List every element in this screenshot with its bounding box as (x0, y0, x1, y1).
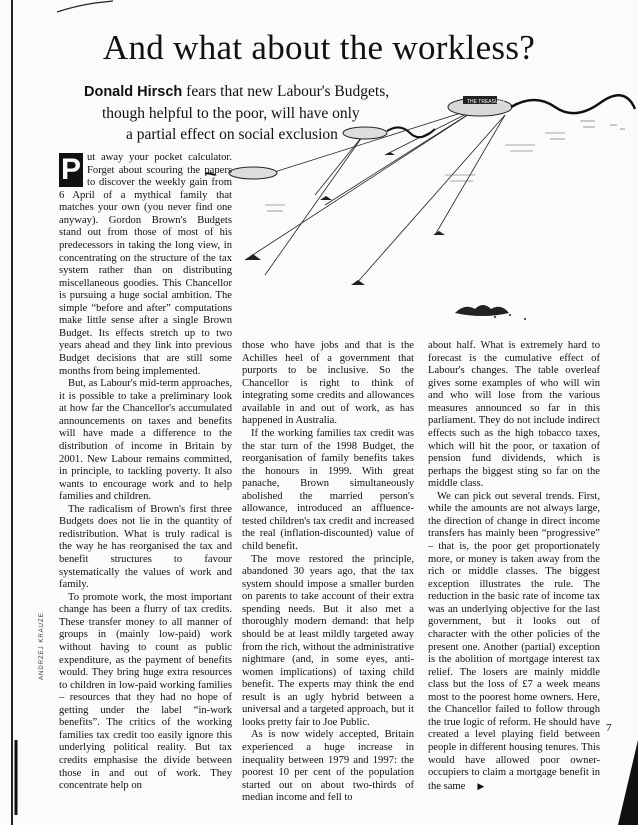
paragraph (428, 491, 600, 794)
drop-cap: P (60, 153, 81, 186)
article-column-3 (428, 340, 600, 793)
paragraph: The radicalism of Brown's first three Budgets does not lie in the quantity of redistribution. What is truly radical is the way he has reorganised the tax and benefit structures to favour systematically the values of work and family. (59, 503, 232, 591)
paragraph: But, as Labour's mid-term approaches, it is possible to take a preliminary look at how far the Chancellor's accumulated announcements on taxes and benefits will have made a difference to the distribution of income in Britain by 2001. New Labour remains committed, in principle, to tackling poverty. It also wants to encourage work and to help families and children. (59, 378, 232, 503)
page-number: 7 (606, 722, 612, 734)
author-name: Donald Hirsch (84, 84, 183, 100)
satellite-label: THE TREASURY (467, 99, 506, 105)
paragraph: about half. What is extremely hard to forecast is the cumulative effect of Labour's changes. The table overleaf gives some examples of who will win and who will lose from the various measures announced so far in this parliament. They do not include indirect effects such as the high tobacco taxes, which will hit the poor, or taxation of pension fund dividends, which is perhaps the biggest sting so far on the middle class. (428, 340, 600, 490)
paragraph: those who have jobs and that is the Achilles heel of a government that purports to be inclusive. So the Chancellor is right to think of integrating some credits and allowances available in and out of work, as has happened in Australia. (242, 340, 414, 427)
horizon-hatching (265, 121, 625, 211)
corner-mark (610, 740, 638, 825)
article-column-1 (59, 152, 232, 793)
satellite-left (343, 127, 435, 139)
headline: And what about the workless? (102, 28, 536, 67)
continue-arrow-icon: ▶ (477, 780, 485, 791)
standfirst-line-3: a partial effect on social exclusion (126, 126, 338, 143)
paragraph: ut away your pocket calculator. Forget about scouring the papers to discover the weekly gain from 6 April of a mythical family that matches your own (you never find one anyway). Gordon Brown's Budgets stand out from those of most of his predecessors in taking the long view, in concentrating on the structure of the tax system rather than on distributing miscellaneous goodies. This Chancellor is pursuing a huge social ambition. The simple “before and after” computations make little sense after a single Brown Budget. Its effects stretch up to two years ahead and they link into previous Budget decisions that are still some months from being implemented. (59, 152, 232, 377)
pen-stroke-decoration (55, 0, 115, 14)
ground-shrub (455, 305, 526, 320)
binding-edge (0, 0, 24, 825)
satellite-large (448, 95, 635, 116)
paragraph: The move restored the principle, abandoned 30 years ago, that the tax system should impose a smaller burden on parents to take account of their extra spending needs. But it also met a thoroughly modern demand: that help should be at least mildly targeted away from the rich, without the administrative nightmare (and, in some eyes, anti-women implications) of taxing child benefit. The experts may think the end result is an ugly hybrid between a universal and a targeted approach, but it looks pretty fair to Joe Public. (242, 553, 414, 728)
paragraph: As is now widely accepted, Britain experienced a huge increase in inequality between 1979 and 1997: the poorest 10 per cent of the population started out on about two-thirds of median income and fell to (242, 729, 414, 804)
illustration-credit: ANDRZEJ KRAUZE (39, 612, 45, 680)
paragraph: To promote work, the most important change has been a flurry of tax credits. These transfer money to all manner of groups in (mainly low-paid) work without having to count as public expenditure, as the payment of benefits would. They bring huge extra resources to children in low-paid working families – resources that they had no hope of getting under the label “in-work benefits”. The critics of the working families tax credit too easily ignore this underlying political reality. But tax credits emphasise the divide between those in and out of work. They concentrate help on (59, 591, 232, 792)
satellite-illustration (205, 85, 638, 325)
standfirst-line-2: though helpful to the poor, will have only (102, 105, 360, 122)
standfirst-line-1: fears that new Labour's Budgets, (182, 83, 390, 100)
paragraph: If the working families tax credit was the star turn of the 1998 Budget, the reorganisation of family benefits takes the honours in 1999. With great panache, Brown simultaneously abolished the married person's allowance, introduced an affluence-tested children's tax credit and increased the real (inflation-discounted) value of child benefit. (242, 427, 414, 552)
article-column-2 (242, 340, 414, 805)
paragraph-text: We can pick out several trends. First, while the amounts are not always large, the direction of change in direct income transfers has mainly been “progressive” – that is, the poor get proportionately more, or money is taken away from the rich or middle classes. The biggest exception illustrates the rule. The reduction in the basic rate of income tax was an underlying objective for the last government, but it looks out of character with the other policies of the present one. Another (partial) exception is the abolition of mortgage interest tax relief. The losers are mainly middle class but the loss of £7 a week means most to the poorest home owners. Here, the Chancellor failed to follow through the true logic of reform. He should have created a level playing field between people in different housing tenures. This would have allowed poor owner-occupiers to claim a mortgage benefit in the same (428, 490, 600, 792)
